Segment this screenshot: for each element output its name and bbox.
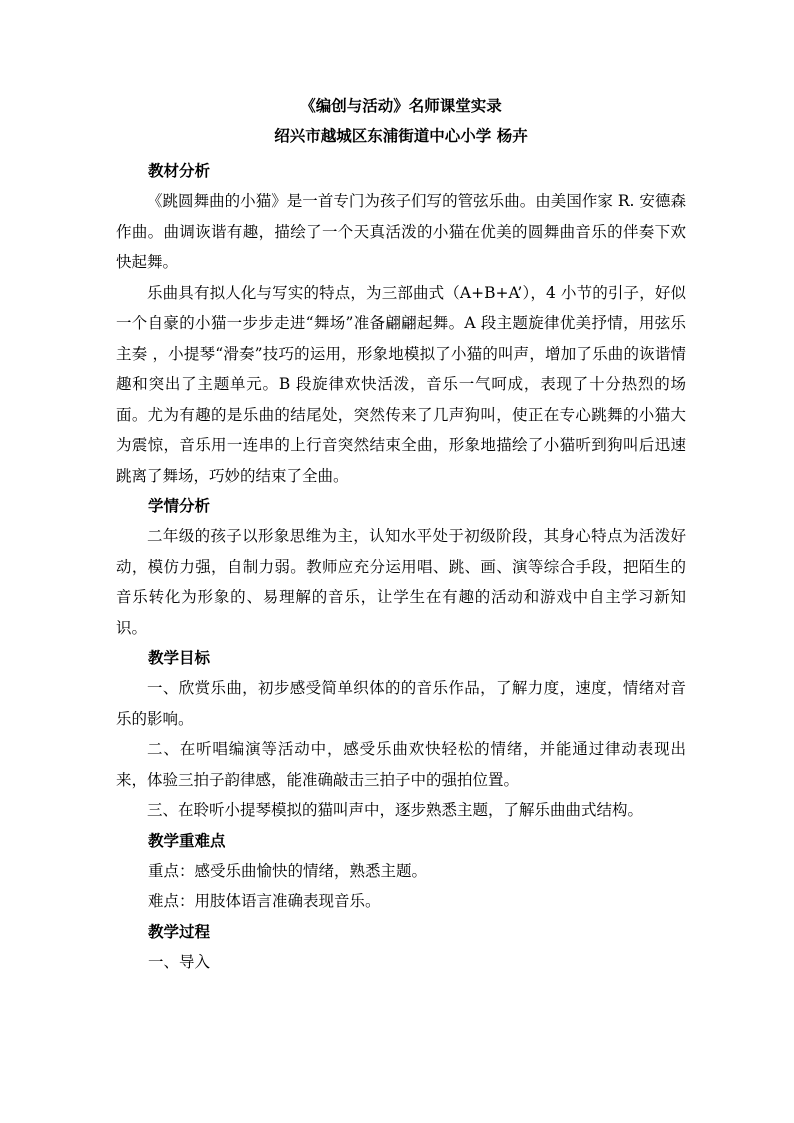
section-heading-process: 教学过程 bbox=[148, 921, 211, 941]
materials-paragraph-1: 《跳圆舞曲的小猫》是一首专门为孩子们写的管弦乐曲。由美国作家 R. 安德森作曲。曲调诙谐有趣，描绘了一个天真活泼的小猫在优美的圆舞曲音乐的伴奏下欢快起舞。 bbox=[116, 192, 686, 271]
section-heading-students: 学情分析 bbox=[148, 496, 211, 515]
keypoint-focus: 重点：感受乐曲愉快的情绪，熟悉主题。 bbox=[148, 861, 428, 880]
document-author: 绍兴市越城区东浦街道中心小学 杨卉 bbox=[274, 126, 528, 145]
keypoint-difficulty: 难点：用肢体语言准确表现音乐。 bbox=[148, 892, 381, 910]
goal-item-1: 一、欣赏乐曲，初步感受简单织体的的音乐作品，了解力度，速度，情绪对音乐的影响。 bbox=[116, 679, 686, 728]
section-heading-keypoints: 教学重难点 bbox=[148, 830, 226, 850]
students-paragraph-1: 二年级的孩子以形象思维为主，认知水平处于初级阶段，其身心特点为活泼好动，模仿力强，自制力弱。教师应充分运用唱、跳、画、演等综合手段，把陌生的音乐转化为形象的、易理解的音乐，让学生在有趣的活动和游戏中自主学习新知识。 bbox=[116, 527, 686, 637]
document-page bbox=[116, 96, 686, 977]
process-step-1: 一、导入 bbox=[148, 952, 211, 971]
goal-item-3: 三、在聆听小提琴模拟的猫叫声中，逐步熟悉主题，了解乐曲曲式结构。 bbox=[147, 801, 644, 819]
section-heading-materials: 教材分析 bbox=[148, 161, 211, 180]
section-heading-goals: 教学目标 bbox=[148, 648, 211, 667]
goal-item-2: 二、在听唱编演等活动中，感受乐曲欢快轻松的情绪，并能通过律动表现出来，体验三拍子韵律感，能准确敲击三拍子中的强拍位置。 bbox=[116, 740, 686, 789]
materials-paragraph-2: 乐曲具有拟人化与写实的特点，为三部曲式（A+B+A’），4 小节的引子，好似一个自豪的小猫一步步走进“舞场”准备翩翩起舞。A 段主题旋律优美抒情，用弦乐主奏 ，小提琴“滑奏”技巧的运用，形象地模拟了小猫的叫声，增加了乐曲的诙谐情趣和突出了主题单元。B 段旋律欢快活泼，音乐一气呵成，表现了十分热烈的场面。尤为有趣的是乐曲的结尾处，突然传来了几声狗叫，使正在专心跳舞的小猫大为震惊，音乐用一连串的上行音突然结束全曲，形象地描绘了小猫听到狗叫后迅速跳离了舞场，巧妙的结束了全曲。 bbox=[116, 283, 686, 485]
document-title: 《编创与活动》名师课堂实录 bbox=[300, 96, 502, 115]
